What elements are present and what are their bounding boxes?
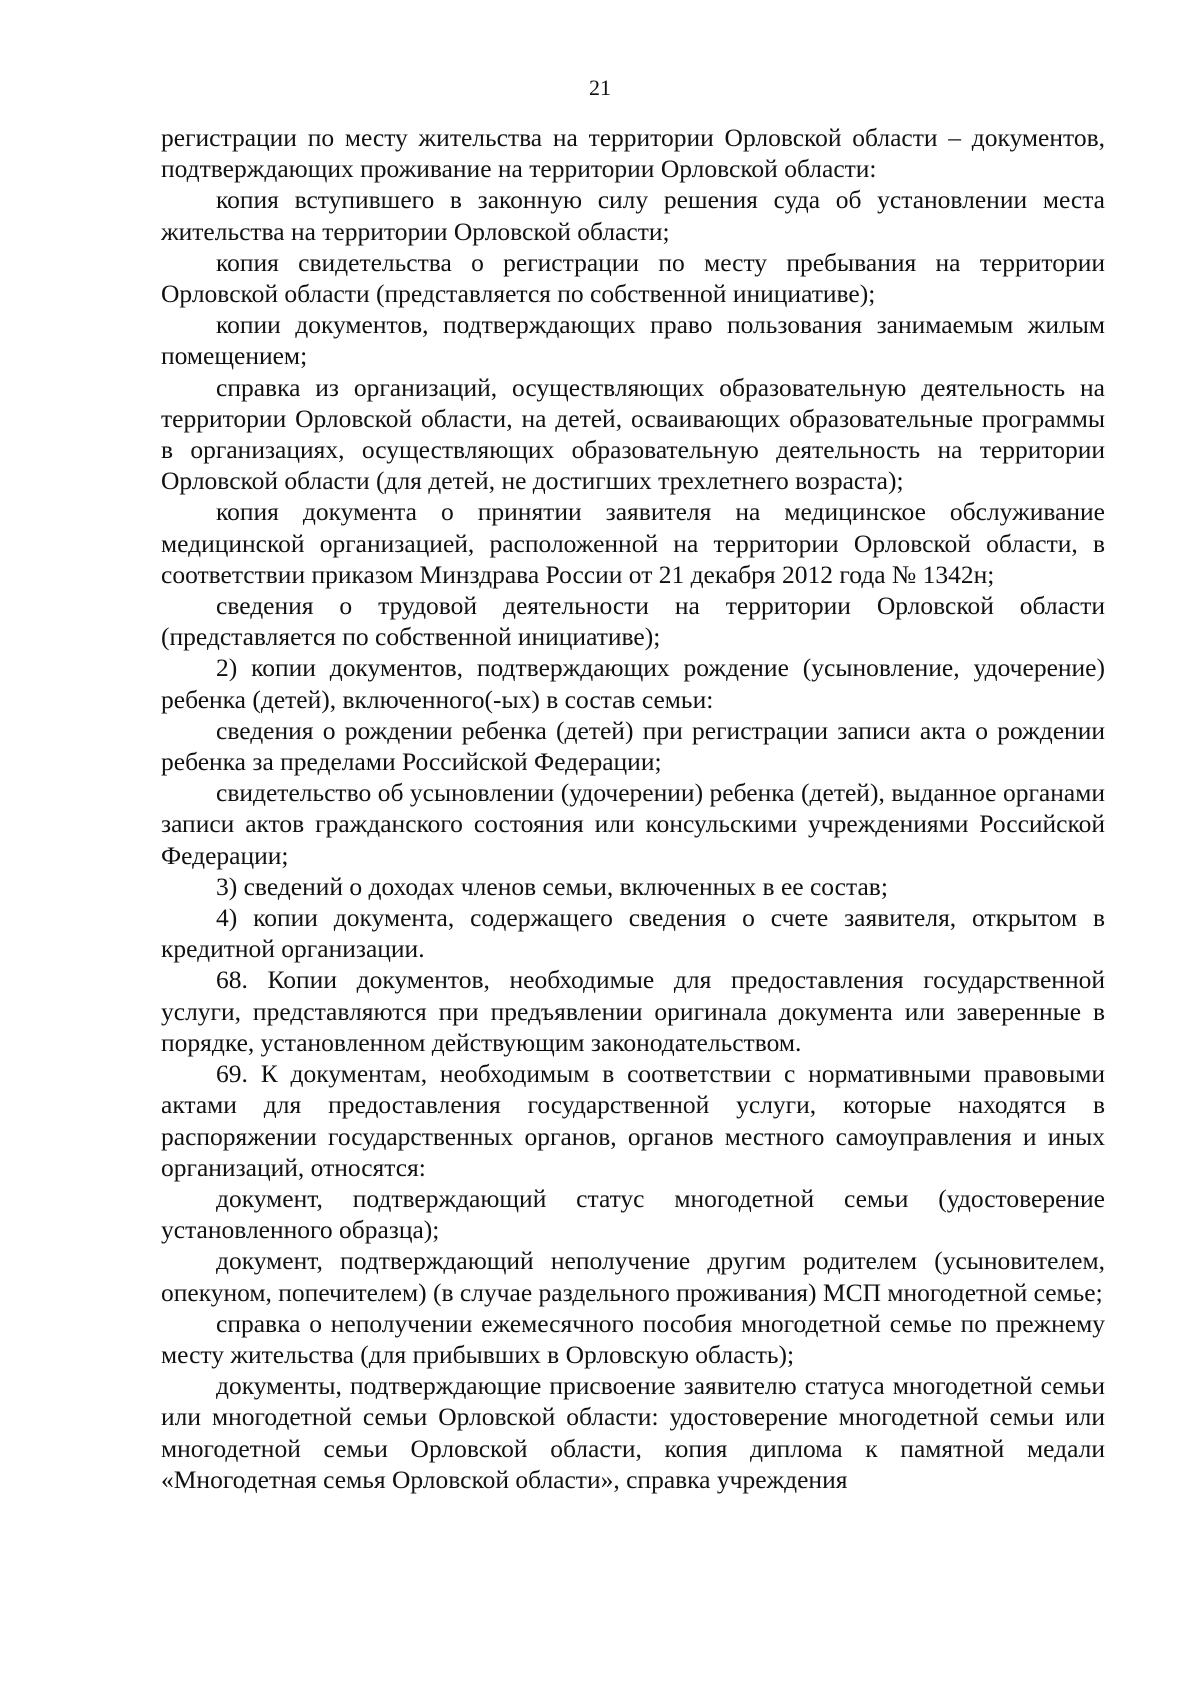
paragraph: 68. Копии документов, необходимые для предоставления государственной услуги, представляются при предъявлении оригинала документа или заверенные в порядке, установленном действующим законодательством. — [161, 965, 1105, 1057]
paragraph: справка о неполучении ежемесячного пособия многодетной семье по прежнему месту жительства (для прибывших в Орловскую область); — [161, 1308, 1105, 1369]
paragraph: копия вступившего в законную силу решения суда об установлении места жительства на территории Орловской области; — [161, 185, 1105, 246]
paragraph: документ, подтверждающий статус многодетной семьи (удостоверение установленного образца); — [161, 1183, 1105, 1245]
paragraph: копии документов, подтверждающих право пользования занимаемым жилым помещением; — [161, 310, 1105, 371]
page-number: 21 — [589, 75, 611, 100]
paragraph: документ, подтверждающий неполучение другим родителем (усыновителем, опекуном, попечителем) (в случае раздельного проживания) МСП многодетной семье; — [161, 1246, 1105, 1307]
paragraph: 2) копии документов, подтверждающих рождение (усыновление, удочерение) ребенка (детей), включенного(-ых) в состав семьи: — [161, 653, 1105, 714]
paragraph: документы, подтверждающие присвоение заявителю статуса многодетной семьи или многодетной семьи Орловской области: удостоверение многодетной семьи или многодетной семьи Орловской области, копия диплома к памятной медали «Многодетная семья Орловской области», справка учреждения — [161, 1371, 1105, 1494]
paragraph: справка из организаций, осуществляющих образовательную деятельность на территории Орловской области, на детей, осваивающих образовательные программы в организациях, осуществляющих образовательную деятельность на территории Орловской области (для детей, не достигших трехлетнего возраста); — [161, 372, 1105, 496]
paragraph: сведения о рождении ребенка (детей) при регистрации записи акта о рождении ребенка за пределами Российской Федерации; — [161, 715, 1105, 777]
paragraph: копия документа о принятии заявителя на медицинское обслуживание медицинской организацией, расположенной на территории Орловской области, в соответствии приказом Минздрава России от 21 декабря 2012 года № 1342н; — [161, 497, 1105, 589]
document-body — [161, 122, 1105, 1495]
paragraph: 69. К документам, необходимым в соответствии с нормативными правовыми актами для предоставления государственной услуги, которые находятся в распоряжении государственных органов, органов местного самоуправления и иных организаций, относятся: — [161, 1059, 1105, 1182]
paragraph: копия свидетельства о регистрации по месту пребывания на территории Орловской области (представляется по собственной инициативе); — [161, 247, 1105, 309]
paragraph: сведения о трудовой деятельности на территории Орловской области (представляется по собственной инициативе); — [161, 591, 1105, 652]
paragraph: регистрации по месту жительства на территории Орловской области – документов, подтверждающих проживание на территории Орловской области: — [161, 123, 1105, 184]
paragraph: свидетельство об усыновлении (удочерении) ребенка (детей), выданное органами записи актов гражданского состояния или консульскими учреждениями Российской Федерации; — [161, 778, 1105, 870]
paragraph: 4) копии документа, содержащего сведения о счете заявителя, открытом в кредитной организации. — [161, 903, 1105, 964]
paragraph: 3) сведений о доходах членов семьи, включенных в ее состав; — [216, 871, 888, 901]
